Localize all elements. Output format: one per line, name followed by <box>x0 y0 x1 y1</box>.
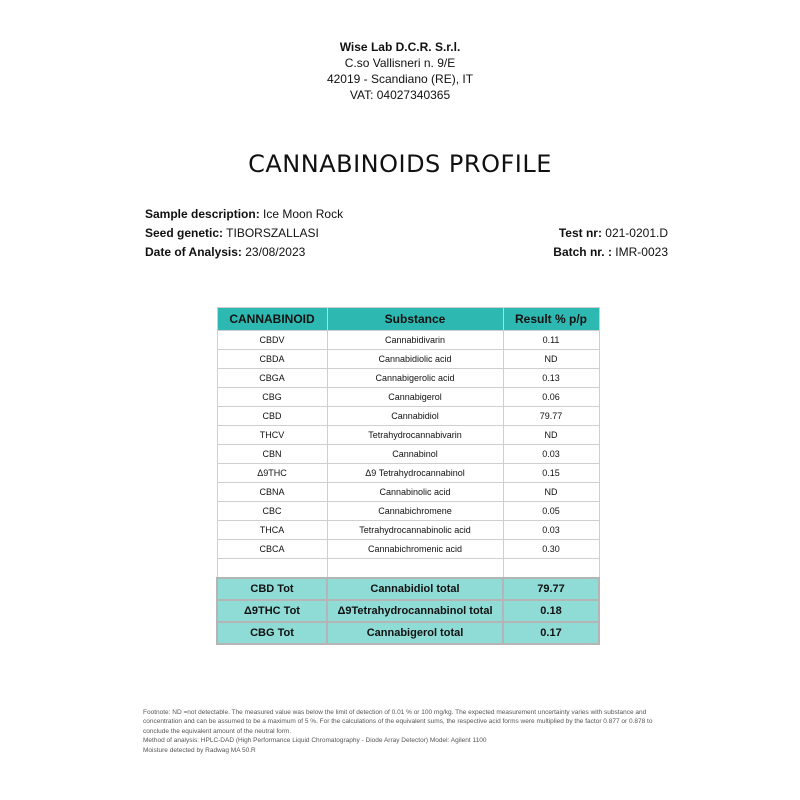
cannabinoid-cell: THCA <box>217 521 327 540</box>
info-row-seed <box>145 226 668 242</box>
date-value: 23/08/2023 <box>241 245 306 259</box>
result-cell: 0.03 <box>503 445 599 464</box>
test-number <box>559 226 668 240</box>
table-row <box>217 445 599 464</box>
document-title: CANNABINOIDS PROFILE <box>248 150 552 178</box>
total-substance-cell: Cannabidiol total <box>327 578 503 600</box>
analysis-date <box>145 245 305 259</box>
test-value: 021-0201.D <box>601 226 668 240</box>
cannabinoid-cell: CBNA <box>217 483 327 502</box>
cannabinoid-cell: Δ9THC <box>217 464 327 483</box>
substance-cell: Cannabinol <box>327 445 503 464</box>
total-label-cell: CBG Tot <box>217 622 327 644</box>
sample-value: Ice Moon Rock <box>259 207 344 221</box>
company-name: Wise Lab D.C.R. S.r.l. <box>339 40 461 54</box>
substance-cell: Cannabigerol <box>327 388 503 407</box>
sample-label: Sample description: <box>145 207 260 221</box>
cannabinoid-results-table <box>216 307 600 645</box>
result-cell: 0.05 <box>503 502 599 521</box>
result-cell: ND <box>503 426 599 445</box>
cannabinoid-cell: CBDA <box>217 350 327 369</box>
company-address-line1: C.so Vallisneri n. 9/E <box>344 56 456 70</box>
table-row <box>217 540 599 559</box>
cannabinoid-cell: CBN <box>217 445 327 464</box>
table-row <box>217 331 599 350</box>
result-cell: 0.15 <box>503 464 599 483</box>
seed-genetic <box>145 226 319 240</box>
method-of-analysis: Method of analysis: HPLC-DAD (High Performance Liquid Chromatography - Diode Array Detector) Model: Agilent 1100 <box>143 737 487 745</box>
cannabinoid-cell: CBCA <box>217 540 327 559</box>
batch-label: Batch nr. : <box>553 245 612 259</box>
seed-value: TIBORSZALLASI <box>223 226 319 240</box>
test-label: Test nr: <box>558 226 602 240</box>
cannabinoid-cell: CBC <box>217 502 327 521</box>
cannabinoid-cell: CBDV <box>217 331 327 350</box>
total-substance-cell: Δ9Tetrahydrocannabinol total <box>327 600 503 622</box>
empty-row <box>217 559 599 579</box>
table-row <box>217 464 599 483</box>
seed-label: Seed genetic: <box>145 226 224 240</box>
table-header-row <box>217 308 599 331</box>
substance-cell: Tetrahydrocannabivarin <box>327 426 503 445</box>
table-row <box>217 426 599 445</box>
cannabinoid-cell: CBG <box>217 388 327 407</box>
date-label: Date of Analysis: <box>145 245 242 259</box>
table-row <box>217 407 599 426</box>
substance-cell: Tetrahydrocannabinolic acid <box>327 521 503 540</box>
company-header <box>0 39 800 103</box>
header-cannabinoid: CANNABINOID <box>217 308 327 331</box>
substance-cell: Cannabigerolic acid <box>327 369 503 388</box>
footnote-text: Footnote: ND =not detectable. The measured value was below the limit of detection of 0.01 % or 100 mg/kg. The expected measurement uncertainty varies with substance and concentration and can be assumed to be a maximum of 5 %. For the calculations of the equivalent sums, the respective acid forms were multiplied by the factor 0.877 or 0.878 to conclude the equivalent amount of the neutral form. <box>143 709 653 735</box>
substance-cell: Cannabidiol <box>327 407 503 426</box>
substance-cell: Δ9 Tetrahydrocannabinol <box>327 464 503 483</box>
header-result: Result % p/p <box>503 308 599 331</box>
cannabinoid-cell: THCV <box>217 426 327 445</box>
table-row <box>217 521 599 540</box>
result-cell: 0.03 <box>503 521 599 540</box>
batch-number <box>553 245 668 259</box>
substance-cell: Cannabichromenic acid <box>327 540 503 559</box>
total-label-cell: Δ9THC Tot <box>217 600 327 622</box>
company-address-line2: 42019 - Scandiano (RE), IT <box>326 72 474 86</box>
table-row <box>217 483 599 502</box>
moisture-note: Moisture detected by Radwag MA 50.R <box>143 746 256 754</box>
table-row <box>217 388 599 407</box>
result-cell: 0.11 <box>503 331 599 350</box>
total-result-cell: 0.17 <box>503 622 599 644</box>
header-substance: Substance <box>327 308 503 331</box>
total-substance-cell: Cannabigerol total <box>327 622 503 644</box>
result-cell: 0.13 <box>503 369 599 388</box>
total-result-cell: 0.18 <box>503 600 599 622</box>
substance-cell: Cannabinolic acid <box>327 483 503 502</box>
result-cell: ND <box>503 350 599 369</box>
company-vat: VAT: 04027340365 <box>349 88 451 102</box>
total-row-cbd <box>217 578 599 600</box>
table-row <box>217 350 599 369</box>
footnote <box>143 708 663 755</box>
substance-cell: Cannabidiolic acid <box>327 350 503 369</box>
result-cell: 79.77 <box>503 407 599 426</box>
total-label-cell: CBD Tot <box>217 578 327 600</box>
batch-value: IMR-0023 <box>611 245 668 259</box>
table-row <box>217 369 599 388</box>
total-row-cbg <box>217 622 599 644</box>
substance-cell: Cannabidivarin <box>327 331 503 350</box>
table-row <box>217 502 599 521</box>
info-row-sample <box>145 207 668 223</box>
substance-cell: Cannabichromene <box>327 502 503 521</box>
total-row-thc <box>217 600 599 622</box>
result-cell: ND <box>503 483 599 502</box>
cannabinoid-cell: CBD <box>217 407 327 426</box>
cannabinoid-cell: CBGA <box>217 369 327 388</box>
result-cell: 0.30 <box>503 540 599 559</box>
info-row-date <box>145 245 668 261</box>
result-cell: 0.06 <box>503 388 599 407</box>
sample-description <box>145 207 343 221</box>
total-result-cell: 79.77 <box>503 578 599 600</box>
